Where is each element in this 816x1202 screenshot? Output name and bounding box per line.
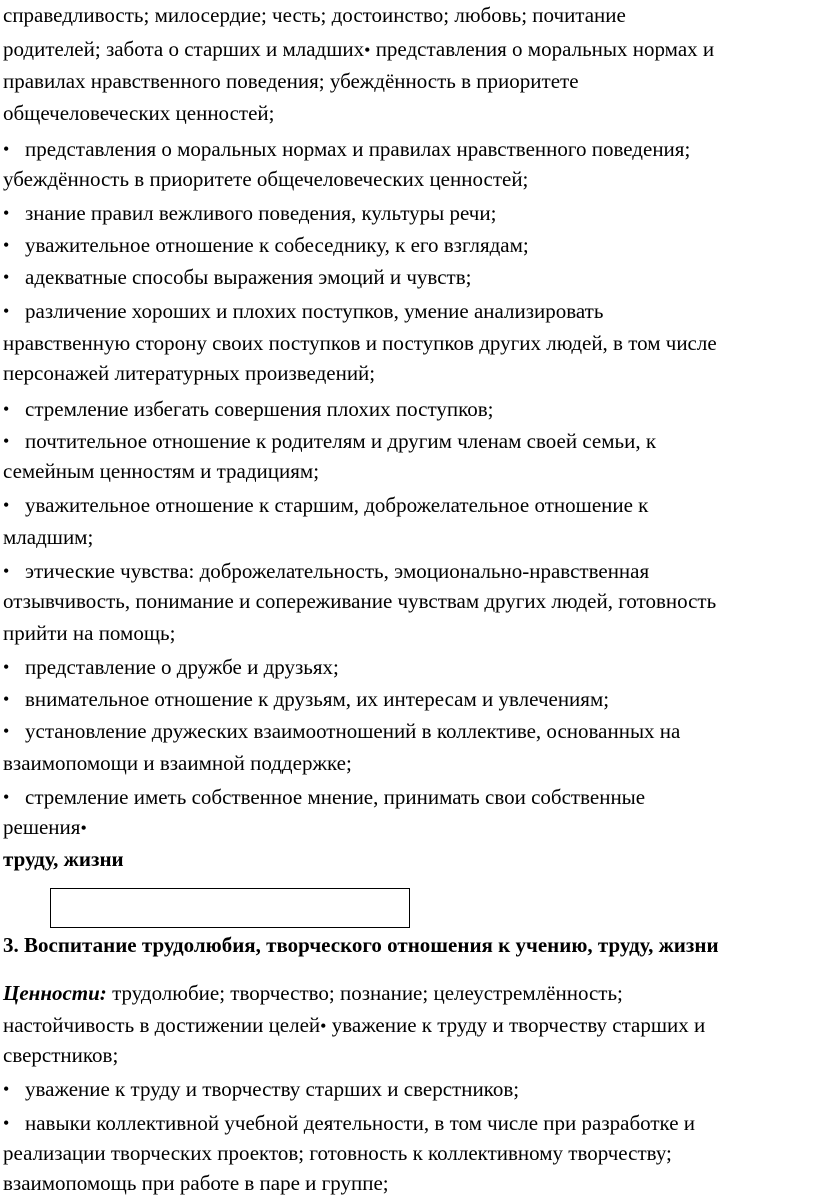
stray-heading: труду, жизни bbox=[3, 847, 124, 871]
bullet-icon: • bbox=[3, 1113, 10, 1133]
list-item-4: • адекватные способы выражения эмоций и чувств; bbox=[3, 262, 815, 293]
bullet-icon: • bbox=[3, 267, 10, 287]
section-3-title: 3. Воспитание трудолюбия, творческого отношения к учению, труду, жизни bbox=[3, 933, 719, 957]
inline-bullet-icon: • bbox=[364, 40, 371, 60]
list-item-13-cont: решения• bbox=[3, 815, 87, 839]
bullet-icon: • bbox=[3, 657, 10, 677]
bullet-icon: • bbox=[3, 787, 10, 807]
section-3-item-1: • уважение к труду и творчеству старших и сверстников; bbox=[3, 1074, 815, 1105]
list-item-5-cont-a: нравственную сторону своих поступков и поступков других людей, в том числе bbox=[3, 331, 717, 355]
bullet-icon: • bbox=[3, 1079, 10, 1099]
bullet-icon: • bbox=[3, 301, 10, 321]
bullet-icon: • bbox=[3, 721, 10, 741]
list-item-12-cont: взаимопомощи и взаимной поддержке; bbox=[3, 751, 352, 775]
intro-line-3: правилах нравственного поведения; убеждённость в приоритете bbox=[3, 69, 579, 93]
list-item-8: • уважительное отношение к старшим, доброжелательное отношение к bbox=[3, 490, 815, 521]
bullet-icon: • bbox=[3, 431, 10, 451]
inline-bullet-icon: • bbox=[80, 818, 87, 838]
bullet-icon: • bbox=[3, 561, 10, 581]
list-item-9-cont-b: прийти на помощь; bbox=[3, 621, 176, 645]
list-item-9-cont-a: отзывчивость, понимание и сопереживание чувствам других людей, готовность bbox=[3, 589, 717, 613]
list-item-7-cont: семейным ценностям и традициям; bbox=[3, 459, 320, 483]
intro-line-1: справедливость; милосердие; честь; достоинство; любовь; почитание bbox=[3, 3, 626, 27]
list-item-9: • этические чувства: доброжелательность, эмоционально-нравственная bbox=[3, 556, 815, 587]
bullet-icon: • bbox=[3, 399, 10, 419]
list-item-2: • знание правил вежливого поведения, культуры речи; bbox=[3, 198, 815, 229]
section-3-item-2-cont-a: реализации творческих проектов; готовность к коллективному творчеству; bbox=[3, 1141, 672, 1165]
list-item-12: • установление дружеских взаимоотношений в коллективе, основанных на bbox=[3, 716, 815, 747]
list-item-5-cont-b: персонажей литературных произведений; bbox=[3, 361, 376, 385]
section-3-item-2: • навыки коллективной учебной деятельности, в том числе при разработке и bbox=[3, 1108, 815, 1139]
bullet-icon: • bbox=[3, 689, 10, 709]
values-line-1: Ценности: трудолюбие; творчество; познание; целеустремлённость; bbox=[3, 981, 623, 1005]
empty-text-box bbox=[50, 888, 410, 928]
values-label: Ценности: bbox=[3, 981, 107, 1005]
bullet-icon: • bbox=[3, 139, 10, 159]
values-line-3: сверстников; bbox=[3, 1043, 119, 1067]
list-item-13: • стремление иметь собственное мнение, принимать свои собственные bbox=[3, 782, 815, 813]
bullet-icon: • bbox=[3, 235, 10, 255]
list-item-1: • представления о моральных нормах и правилах нравственного поведения; bbox=[3, 134, 815, 165]
intro-line-2: родителей; забота о старших и младших• представления о моральных нормах и bbox=[3, 37, 715, 61]
list-item-7: • почтительное отношение к родителям и другим членам своей семьи, к bbox=[3, 426, 815, 457]
list-item-1-cont: убеждённость в приоритете общечеловеческих ценностей; bbox=[3, 167, 529, 191]
list-item-11: • внимательное отношение к друзьям, их интересам и увлечениям; bbox=[3, 684, 815, 715]
section-3-item-2-cont-b: взаимопомощь при работе в паре и группе; bbox=[3, 1171, 389, 1195]
bullet-icon: • bbox=[3, 203, 10, 223]
list-item-10: • представление о дружбе и друзьях; bbox=[3, 652, 815, 683]
list-item-8-cont: младшим; bbox=[3, 525, 94, 549]
values-line-2: настойчивость в достижении целей• уважение к труду и творчеству старших и bbox=[3, 1013, 706, 1037]
inline-bullet-icon: • bbox=[320, 1016, 327, 1036]
bullet-icon: • bbox=[3, 495, 10, 515]
list-item-6: • стремление избегать совершения плохих поступков; bbox=[3, 394, 815, 425]
list-item-3: • уважительное отношение к собеседнику, к его взглядам; bbox=[3, 230, 815, 261]
list-item-5: • различение хороших и плохих поступков, умение анализировать bbox=[3, 296, 815, 327]
intro-line-4: общечеловеческих ценностей; bbox=[3, 101, 275, 125]
